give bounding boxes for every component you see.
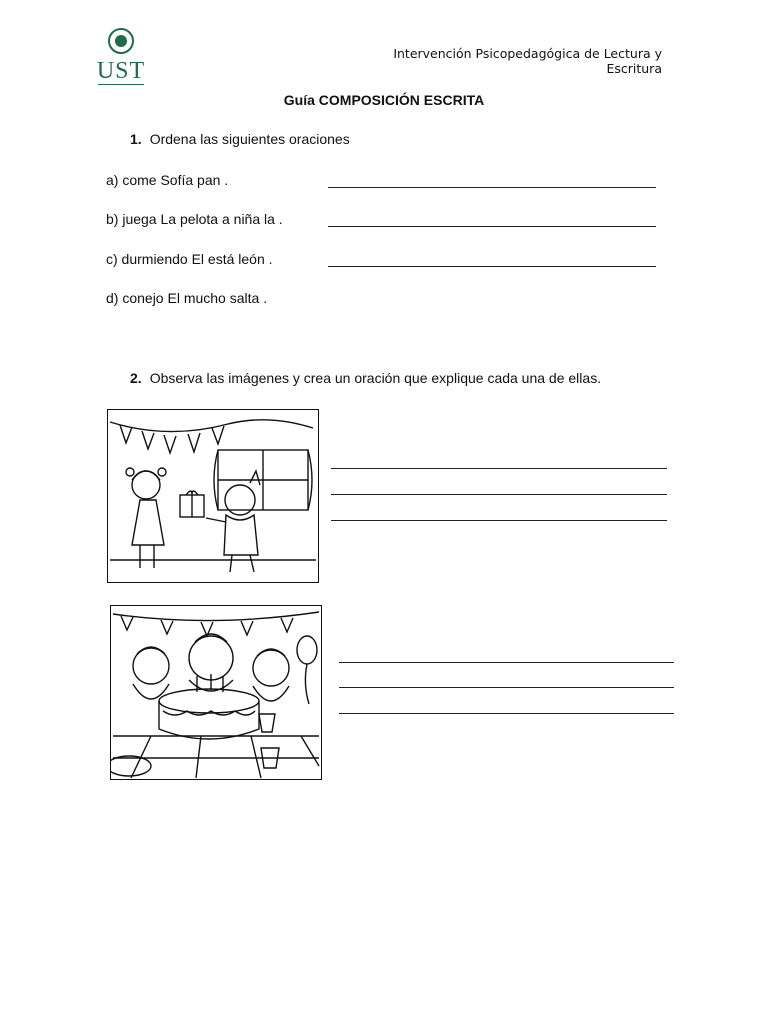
answer-line[interactable] bbox=[331, 520, 667, 521]
question-2-prompt: Observa las imágenes y crea un oración que explique cada una de ellas. bbox=[149, 370, 602, 386]
logo-text: UST bbox=[96, 58, 146, 84]
answer-line[interactable] bbox=[328, 266, 656, 267]
answer-line[interactable] bbox=[339, 662, 674, 663]
page-title: Guía COMPOSICIÓN ESCRITA bbox=[283, 92, 485, 108]
list-item: c) durmiendo El está león . bbox=[106, 251, 273, 267]
gift-exchange-drawing bbox=[108, 410, 318, 582]
question-2-heading bbox=[130, 370, 601, 386]
list-item: b) juega La pelota a niña la . bbox=[106, 211, 283, 227]
answer-line[interactable] bbox=[328, 226, 656, 227]
list-item: d) conejo El mucho salta . bbox=[106, 290, 268, 306]
list-item: a) come Sofía pan . bbox=[106, 172, 229, 188]
birthday-cake-drawing bbox=[111, 606, 321, 779]
gift-exchange-illustration bbox=[107, 409, 319, 583]
answer-line[interactable] bbox=[339, 713, 674, 714]
question-1-number: 1. bbox=[130, 131, 142, 147]
answer-line[interactable] bbox=[328, 187, 656, 188]
question-1-heading bbox=[130, 131, 350, 147]
answer-line[interactable] bbox=[331, 468, 667, 469]
header-subtitle: Intervención Psicopedagógica de Lectura y Escritura bbox=[393, 46, 662, 76]
ust-logo bbox=[96, 28, 146, 90]
answer-line[interactable] bbox=[339, 687, 674, 688]
seal-icon bbox=[108, 28, 134, 54]
answer-line[interactable] bbox=[331, 494, 667, 495]
question-2-number: 2. bbox=[130, 370, 142, 386]
question-1-prompt: Ordena las siguientes oraciones bbox=[149, 131, 350, 147]
birthday-cake-illustration bbox=[110, 605, 322, 780]
